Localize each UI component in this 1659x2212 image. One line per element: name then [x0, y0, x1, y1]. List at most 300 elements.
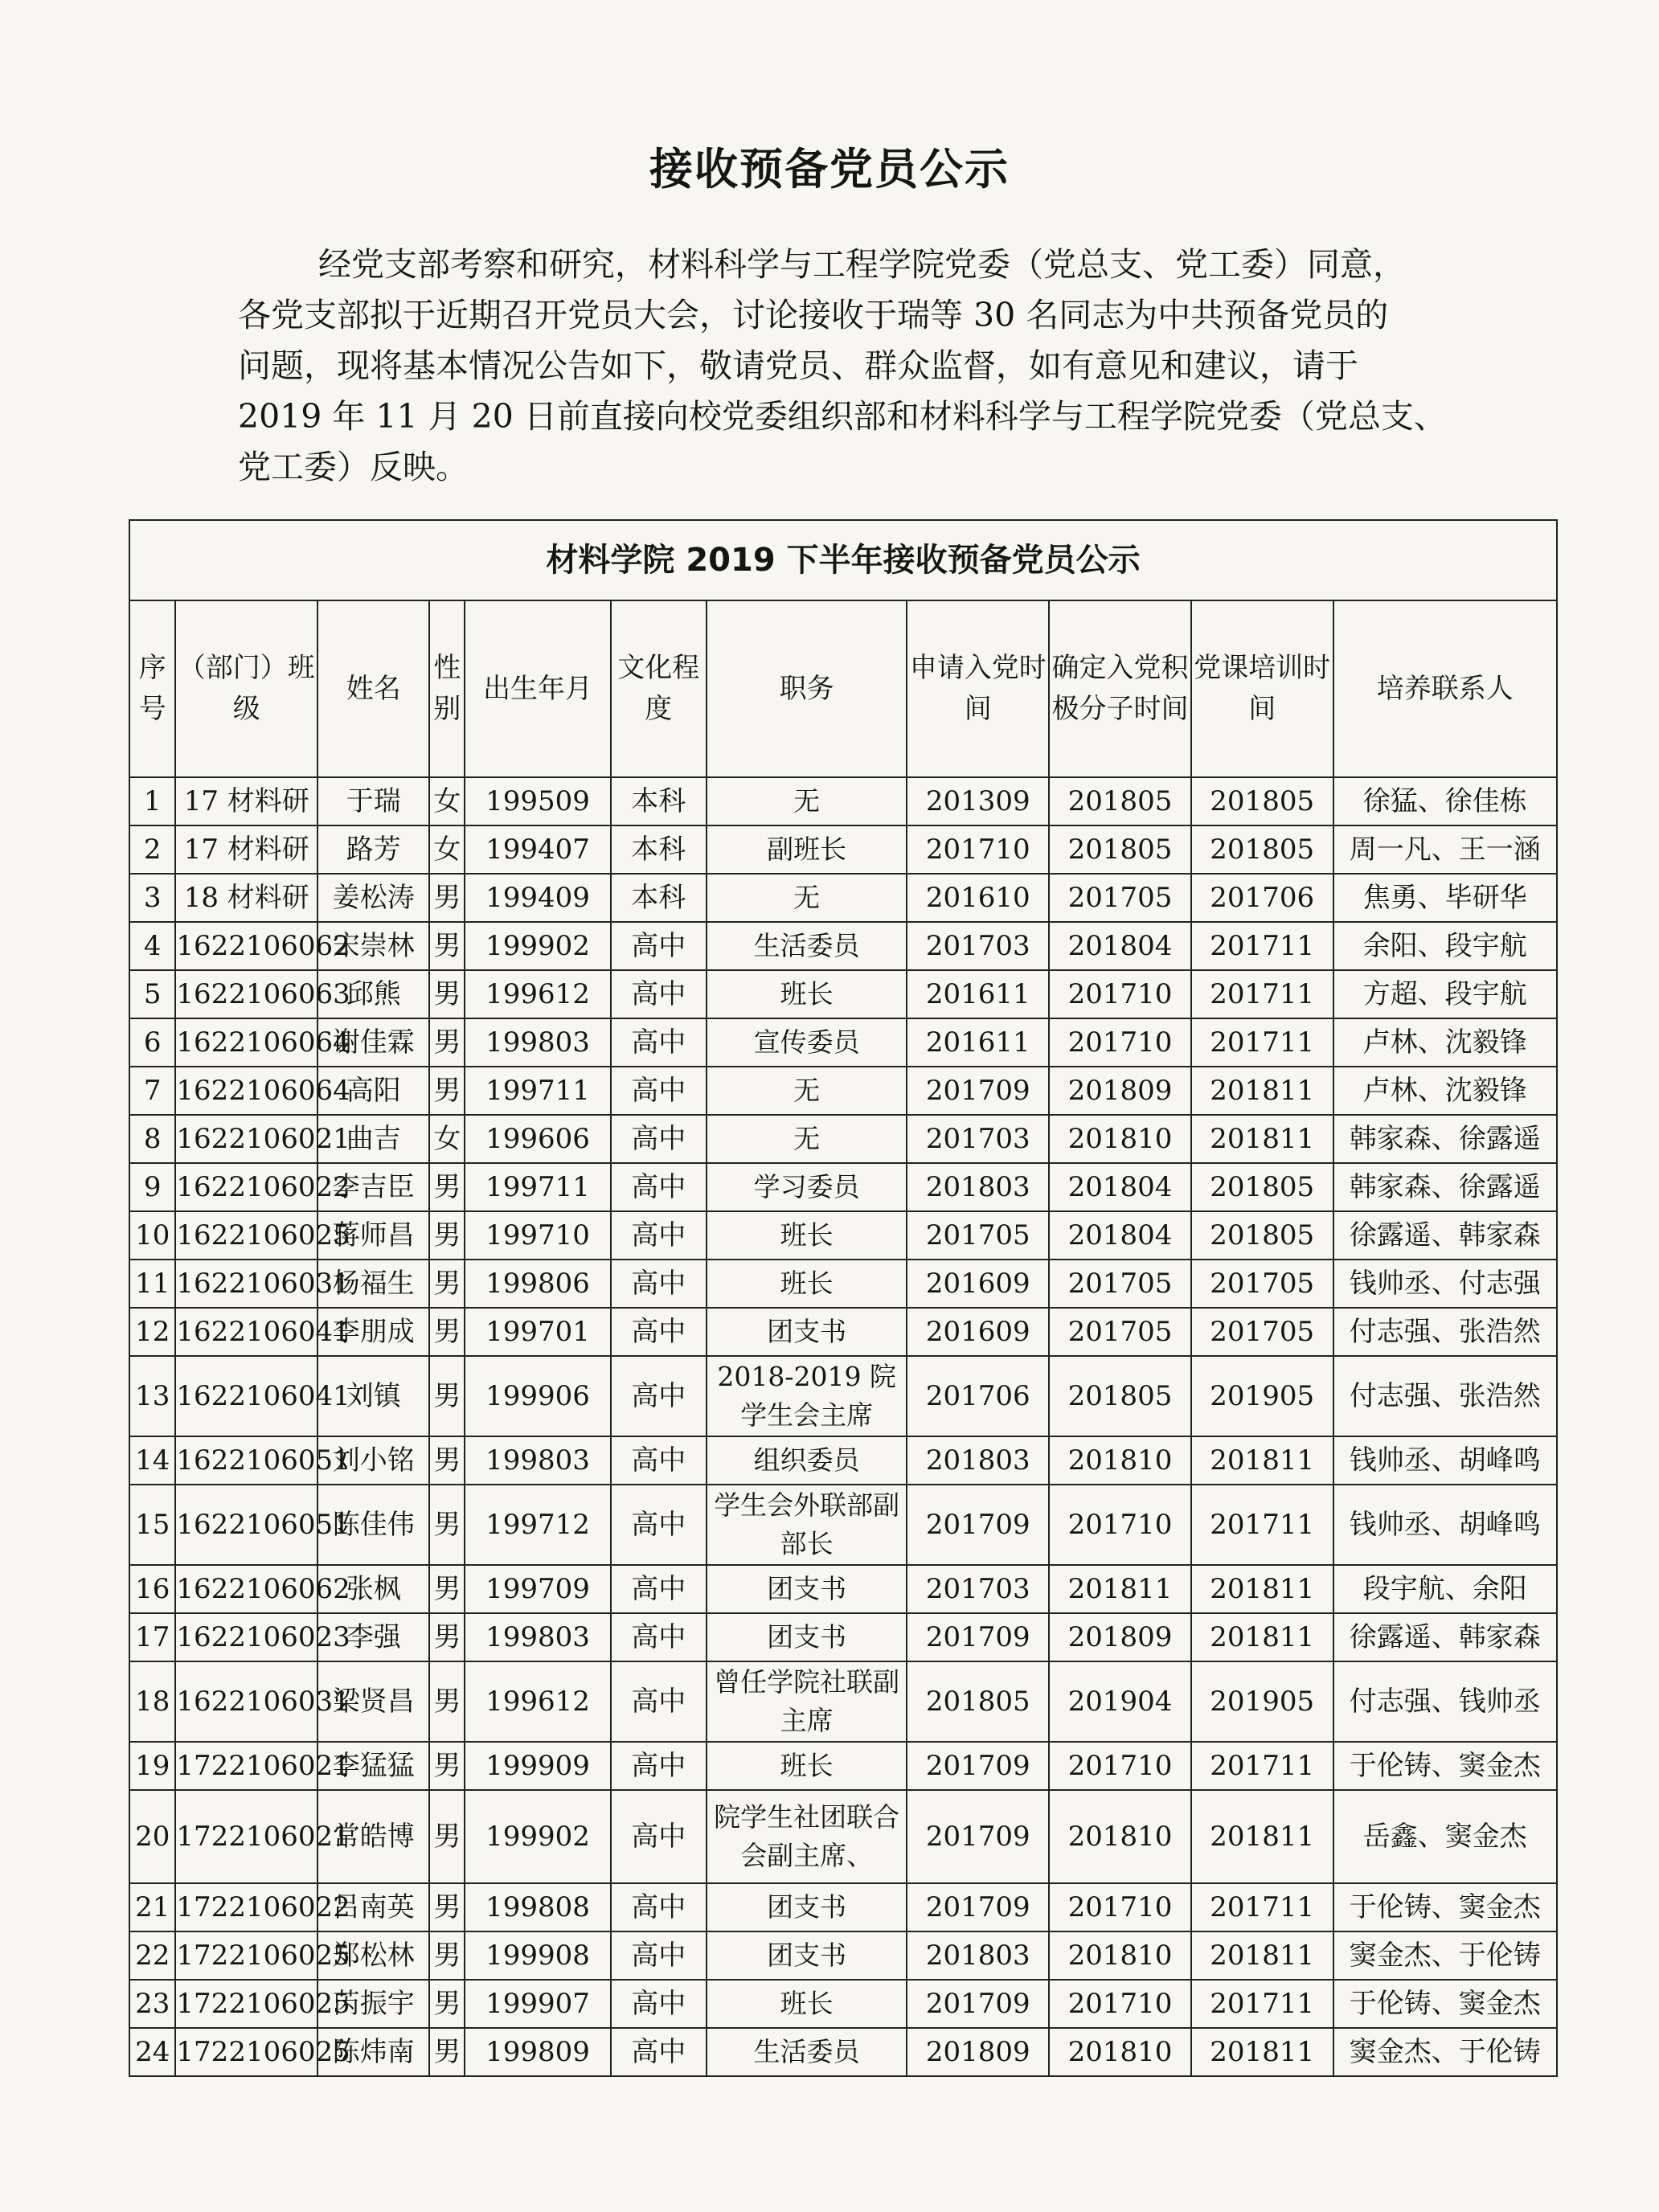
table-cell: 高阳 — [317, 1067, 429, 1115]
table-cell: 男 — [429, 1931, 465, 1980]
table-cell: 1722106025 — [175, 1980, 317, 2028]
table-row — [129, 1211, 1557, 1260]
table-cell: 于伦铸、窦金杰 — [1333, 1742, 1557, 1790]
column-header: 党课培训时间 — [1191, 600, 1333, 777]
column-header: （部门）班级 — [175, 600, 317, 777]
table-cell: 23 — [129, 1980, 175, 2028]
table-cell: 199809 — [465, 2028, 610, 2076]
table-cell: 班长 — [707, 1260, 907, 1308]
table-cell: 201810 — [1049, 2028, 1191, 2076]
table-cell: 201811 — [1191, 1067, 1333, 1115]
table-cell: 201809 — [1049, 1067, 1191, 1115]
table-cell: 199711 — [465, 1163, 610, 1211]
table-cell: 窦金杰、于伦铸 — [1333, 1931, 1557, 1980]
table-cell: 201705 — [1049, 1308, 1191, 1356]
table-cell: 201805 — [1049, 777, 1191, 825]
table-row — [129, 777, 1557, 825]
candidate-table-container — [129, 519, 1558, 2077]
table-cell: 201709 — [907, 1790, 1049, 1883]
table-cell: 高中 — [611, 1115, 707, 1163]
table-cell: 1622106031 — [175, 1260, 317, 1308]
table-cell: 男 — [429, 1356, 465, 1436]
table-cell: 201805 — [1191, 777, 1333, 825]
table-cell: 201709 — [907, 1883, 1049, 1931]
table-cell: 201805 — [1191, 1163, 1333, 1211]
table-cell: 201905 — [1191, 1661, 1333, 1742]
table-cell: 姜松涛 — [317, 874, 429, 922]
table-cell: 10 — [129, 1211, 175, 1260]
table-cell: 201811 — [1191, 2028, 1333, 2076]
table-cell: 卢林、沈毅锋 — [1333, 1067, 1557, 1115]
table-cell: 201809 — [1049, 1613, 1191, 1661]
table-cell: 付志强、张浩然 — [1333, 1356, 1557, 1436]
table-cell: 201811 — [1049, 1565, 1191, 1613]
table-cell: 201803 — [907, 1931, 1049, 1980]
table-cell: 男 — [429, 1980, 465, 2028]
table-cell: 21 — [129, 1883, 175, 1931]
table-cell: 于瑞 — [317, 777, 429, 825]
table-cell: 199803 — [465, 1436, 610, 1485]
table-cell: 钱帅丞、胡峰鸣 — [1333, 1436, 1557, 1485]
table-cell: 199407 — [465, 825, 610, 874]
table-cell: 吕南英 — [317, 1883, 429, 1931]
table-cell: 梁贤昌 — [317, 1661, 429, 1742]
table-cell: 8 — [129, 1115, 175, 1163]
table-cell: 199709 — [465, 1565, 610, 1613]
table-cell: 男 — [429, 1260, 465, 1308]
table-cell: 14 — [129, 1436, 175, 1485]
intro-line: 问题，现将基本情况公告如下，敬请党员、群众监督，如有意见和建议，请于 — [238, 346, 1358, 385]
table-cell: 1622106051 — [175, 1485, 317, 1565]
table-cell: 男 — [429, 970, 465, 1018]
table-cell: 余阳、段宇航 — [1333, 922, 1557, 970]
table-cell: 201810 — [1049, 1115, 1191, 1163]
table-cell: 201803 — [907, 1436, 1049, 1485]
table-cell: 199902 — [465, 922, 610, 970]
table-cell: 高中 — [611, 922, 707, 970]
table-cell: 张枫 — [317, 1565, 429, 1613]
table-cell: 201609 — [907, 1308, 1049, 1356]
table-cell: 学习委员 — [707, 1163, 907, 1211]
table-cell: 女 — [429, 777, 465, 825]
table-cell: 1622106051 — [175, 1436, 317, 1485]
table-cell: 高中 — [611, 1661, 707, 1742]
table-cell: 201709 — [907, 1067, 1049, 1115]
table-cell: 班长 — [707, 1742, 907, 1790]
table-cell: 201705 — [907, 1211, 1049, 1260]
table-cell: 男 — [429, 1661, 465, 1742]
table-cell: 18 — [129, 1661, 175, 1742]
table-cell: 无 — [707, 777, 907, 825]
table-cell: 201309 — [907, 777, 1049, 825]
table-cell: 1622106064 — [175, 1018, 317, 1067]
table-cell: 男 — [429, 922, 465, 970]
table-cell: 本科 — [611, 825, 707, 874]
table-cell: 201810 — [1049, 1436, 1191, 1485]
table-cell: 201811 — [1191, 1790, 1333, 1883]
table-row — [129, 1115, 1557, 1163]
intro-paragraph — [238, 240, 1460, 493]
table-body — [129, 777, 1557, 2076]
table-cell: 付志强、张浩然 — [1333, 1308, 1557, 1356]
table-cell: 高中 — [611, 1883, 707, 1931]
table-cell: 199612 — [465, 970, 610, 1018]
table-cell: 199908 — [465, 1931, 610, 1980]
table-row — [129, 1260, 1557, 1308]
table-cell: 团支书 — [707, 1308, 907, 1356]
table-cell: 1722106022 — [175, 1883, 317, 1931]
table-cell: 团支书 — [707, 1565, 907, 1613]
table-cell: 201710 — [1049, 1742, 1191, 1790]
table-cell: 1622106063 — [175, 970, 317, 1018]
table-cell: 李吉臣 — [317, 1163, 429, 1211]
table-cell: 宣传委员 — [707, 1018, 907, 1067]
page-title: 接收预备党员公示 — [649, 144, 1010, 195]
table-row — [129, 1883, 1557, 1931]
table-cell: 12 — [129, 1308, 175, 1356]
table-cell: 199409 — [465, 874, 610, 922]
table-cell: 1722106021 — [175, 1790, 317, 1883]
table-cell: 201810 — [1049, 1790, 1191, 1883]
table-cell: 男 — [429, 1485, 465, 1565]
table-cell: 20 — [129, 1790, 175, 1883]
table-header-row — [129, 600, 1557, 777]
table-cell: 院学生社团联合会副主席、 — [707, 1790, 907, 1883]
table-cell: 201805 — [1191, 1211, 1333, 1260]
table-cell: 组织委员 — [707, 1436, 907, 1485]
table-cell: 男 — [429, 2028, 465, 2076]
table-cell: 蒋师昌 — [317, 1211, 429, 1260]
table-cell: 201609 — [907, 1260, 1049, 1308]
table-cell: 男 — [429, 1018, 465, 1067]
table-cell: 李猛猛 — [317, 1742, 429, 1790]
table-cell: 199803 — [465, 1018, 610, 1067]
table-cell: 方超、段宇航 — [1333, 970, 1557, 1018]
table-row — [129, 2028, 1557, 2076]
table-cell: 201805 — [907, 1661, 1049, 1742]
table-cell: 199509 — [465, 777, 610, 825]
table-cell: 3 — [129, 874, 175, 922]
table-caption: 材料学院 2019 下半年接收预备党员公示 — [129, 520, 1557, 600]
table-cell: 高中 — [611, 1980, 707, 2028]
table-cell: 曾任学院社联副主席 — [707, 1661, 907, 1742]
table-cell: 女 — [429, 1115, 465, 1163]
table-cell: 199711 — [465, 1067, 610, 1115]
table-cell: 高中 — [611, 1613, 707, 1661]
table-cell: 201710 — [907, 825, 1049, 874]
table-cell: 201905 — [1191, 1356, 1333, 1436]
table-cell: 周一凡、王一涵 — [1333, 825, 1557, 874]
table-cell: 201711 — [1191, 1742, 1333, 1790]
table-cell: 201811 — [1191, 1436, 1333, 1485]
table-cell: 201703 — [907, 922, 1049, 970]
table-cell: 199808 — [465, 1883, 610, 1931]
table-cell: 1722106025 — [175, 1931, 317, 1980]
table-cell: 1622106031 — [175, 1661, 317, 1742]
table-cell: 201706 — [907, 1356, 1049, 1436]
table-cell: 19 — [129, 1742, 175, 1790]
table-cell: 男 — [429, 1742, 465, 1790]
table-cell: 陈炜南 — [317, 2028, 429, 2076]
table-cell: 201711 — [1191, 970, 1333, 1018]
column-header: 文化程度 — [611, 600, 707, 777]
table-cell: 副班长 — [707, 825, 907, 874]
table-cell: 201809 — [907, 2028, 1049, 2076]
table-cell: 男 — [429, 874, 465, 922]
table-cell: 201703 — [907, 1115, 1049, 1163]
table-cell: 201804 — [1049, 1163, 1191, 1211]
table-cell: 201705 — [1049, 874, 1191, 922]
table-cell: 201711 — [1191, 1485, 1333, 1565]
table-cell: 李强 — [317, 1613, 429, 1661]
table-cell: 199806 — [465, 1260, 610, 1308]
table-cell: 199606 — [465, 1115, 610, 1163]
table-cell: 1622106023 — [175, 1613, 317, 1661]
intro-line: 各党支部拟于近期召开党员大会，讨论接收于瑞等 30 名同志为中共预备党员的 — [238, 296, 1389, 334]
table-cell: 201805 — [1191, 825, 1333, 874]
table-cell: 团支书 — [707, 1883, 907, 1931]
table-cell: 1622106041 — [175, 1356, 317, 1436]
table-cell: 4 — [129, 922, 175, 970]
table-cell: 曲吉 — [317, 1115, 429, 1163]
table-cell: 团支书 — [707, 1613, 907, 1661]
table-cell: 本科 — [611, 874, 707, 922]
table-cell: 卢林、沈毅锋 — [1333, 1018, 1557, 1067]
table-cell: 17 — [129, 1613, 175, 1661]
table-cell: 199701 — [465, 1308, 610, 1356]
table-cell: 高中 — [611, 1067, 707, 1115]
table-cell: 201705 — [1191, 1260, 1333, 1308]
table-row — [129, 1018, 1557, 1067]
table-cell: 高中 — [611, 1211, 707, 1260]
table-cell: 高中 — [611, 1485, 707, 1565]
table-cell: 199712 — [465, 1485, 610, 1565]
table-cell: 高中 — [611, 1260, 707, 1308]
table-cell: 201811 — [1191, 1613, 1333, 1661]
table-cell: 2 — [129, 825, 175, 874]
table-cell: 李朋成 — [317, 1308, 429, 1356]
column-header: 职务 — [707, 600, 907, 777]
table-cell: 高中 — [611, 1565, 707, 1613]
table-cell: 生活委员 — [707, 2028, 907, 2076]
table-cell: 201711 — [1191, 922, 1333, 970]
column-header: 申请入党时间 — [907, 600, 1049, 777]
table-cell: 201709 — [907, 1742, 1049, 1790]
intro-line: 党工委）反映。 — [238, 448, 469, 486]
table-cell: 199612 — [465, 1661, 610, 1742]
table-cell: 201710 — [1049, 1485, 1191, 1565]
table-cell: 1622106025 — [175, 1211, 317, 1260]
table-cell: 16 — [129, 1565, 175, 1613]
table-row — [129, 825, 1557, 874]
table-cell: 22 — [129, 1931, 175, 1980]
table-cell: 201710 — [1049, 970, 1191, 1018]
table-cell: 于伦铸、窦金杰 — [1333, 1980, 1557, 2028]
table-cell: 高中 — [611, 1436, 707, 1485]
table-cell: 男 — [429, 1565, 465, 1613]
table-cell: 岳鑫、窦金杰 — [1333, 1790, 1557, 1883]
table-row — [129, 1980, 1557, 2028]
table-row — [129, 1308, 1557, 1356]
table-cell: 201611 — [907, 1018, 1049, 1067]
candidate-table — [129, 519, 1558, 2077]
table-cell: 生活委员 — [707, 922, 907, 970]
table-cell: 201709 — [907, 1980, 1049, 2028]
table-row — [129, 1356, 1557, 1436]
table-cell: 无 — [707, 1067, 907, 1115]
table-cell: 24 — [129, 2028, 175, 2076]
table-row — [129, 1163, 1557, 1211]
table-cell: 15 — [129, 1485, 175, 1565]
table-cell: 窦金杰、于伦铸 — [1333, 2028, 1557, 2076]
table-cell: 13 — [129, 1356, 175, 1436]
column-header: 姓名 — [317, 600, 429, 777]
table-cell: 本科 — [611, 777, 707, 825]
table-cell: 女 — [429, 825, 465, 874]
table-cell: 1722106025 — [175, 2028, 317, 2076]
table-row — [129, 874, 1557, 922]
table-cell: 199907 — [465, 1980, 610, 2028]
table-cell: 韩家森、徐露遥 — [1333, 1115, 1557, 1163]
table-cell: 1722106021 — [175, 1742, 317, 1790]
table-cell: 201803 — [907, 1163, 1049, 1211]
table-cell: 高中 — [611, 1308, 707, 1356]
table-cell: 段宇航、余阳 — [1333, 1565, 1557, 1613]
table-cell: 钱帅丞、胡峰鸣 — [1333, 1485, 1557, 1565]
table-cell: 199909 — [465, 1742, 610, 1790]
intro-line: 经党支部考察和研究，材料科学与工程学院党委（党总支、党工委）同意， — [318, 245, 1406, 284]
table-cell: 团支书 — [707, 1931, 907, 1980]
table-cell: 钱帅丞、付志强 — [1333, 1260, 1557, 1308]
table-cell: 徐露遥、韩家森 — [1333, 1211, 1557, 1260]
table-cell: 199906 — [465, 1356, 610, 1436]
table-cell: 201811 — [1191, 1115, 1333, 1163]
table-cell: 路芳 — [317, 825, 429, 874]
table-cell: 199803 — [465, 1613, 610, 1661]
table-cell: 男 — [429, 1067, 465, 1115]
table-cell: 1622106062 — [175, 1565, 317, 1613]
table-cell: 201703 — [907, 1565, 1049, 1613]
table-cell: 班长 — [707, 1211, 907, 1260]
table-cell: 班长 — [707, 1980, 907, 2028]
table-cell: 199710 — [465, 1211, 610, 1260]
column-header: 出生年月 — [465, 600, 610, 777]
table-cell: 学生会外联部副部长 — [707, 1485, 907, 1565]
table-cell: 201811 — [1191, 1565, 1333, 1613]
table-row — [129, 1613, 1557, 1661]
table-cell: 201804 — [1049, 922, 1191, 970]
table-cell: 201711 — [1191, 1883, 1333, 1931]
table-cell: 郑松林 — [317, 1931, 429, 1980]
table-cell: 男 — [429, 1790, 465, 1883]
table-row — [129, 1661, 1557, 1742]
table-cell: 201711 — [1191, 1980, 1333, 2028]
column-header: 性别 — [429, 600, 465, 777]
table-row — [129, 1931, 1557, 1980]
table-row — [129, 1067, 1557, 1115]
table-cell: 邱熊 — [317, 970, 429, 1018]
table-cell: 焦勇、毕研华 — [1333, 874, 1557, 922]
table-row — [129, 1485, 1557, 1565]
table-row — [129, 1742, 1557, 1790]
table-cell: 201805 — [1049, 1356, 1191, 1436]
table-cell: 谢佳霖 — [317, 1018, 429, 1067]
table-cell: 男 — [429, 1613, 465, 1661]
table-cell: 1622106064 — [175, 1067, 317, 1115]
table-cell: 高中 — [611, 1018, 707, 1067]
table-cell: 高中 — [611, 1742, 707, 1790]
table-cell: 201710 — [1049, 1018, 1191, 1067]
table-cell: 男 — [429, 1883, 465, 1931]
table-cell: 班长 — [707, 970, 907, 1018]
table-cell: 201710 — [1049, 1883, 1191, 1931]
table-cell: 201805 — [1049, 825, 1191, 874]
table-cell: 11 — [129, 1260, 175, 1308]
table-cell: 199902 — [465, 1790, 610, 1883]
table-cell: 201610 — [907, 874, 1049, 922]
table-cell: 高中 — [611, 970, 707, 1018]
column-header: 序号 — [129, 600, 175, 777]
table-cell: 201810 — [1049, 1931, 1191, 1980]
table-cell: 高中 — [611, 1163, 707, 1211]
table-cell: 宋崇林 — [317, 922, 429, 970]
table-row — [129, 1436, 1557, 1485]
table-cell: 付志强、钱帅丞 — [1333, 1661, 1557, 1742]
intro-line: 2019 年 11 月 20 日前直接向校党委组织部和材料科学与工程学院党委（党总支、 — [238, 397, 1447, 436]
table-cell: 201711 — [1191, 1018, 1333, 1067]
table-cell: 男 — [429, 1308, 465, 1356]
table-cell: 1622106041 — [175, 1308, 317, 1356]
table-cell: 陈佳伟 — [317, 1485, 429, 1565]
table-cell: 徐露遥、韩家森 — [1333, 1613, 1557, 1661]
table-cell: 2018-2019 院学生会主席 — [707, 1356, 907, 1436]
table-cell: 无 — [707, 1115, 907, 1163]
table-cell: 1 — [129, 777, 175, 825]
table-cell: 男 — [429, 1436, 465, 1485]
table-cell: 7 — [129, 1067, 175, 1115]
table-cell: 高中 — [611, 2028, 707, 2076]
table-cell: 201611 — [907, 970, 1049, 1018]
table-cell: 5 — [129, 970, 175, 1018]
table-cell: 201709 — [907, 1613, 1049, 1661]
table-cell: 1622106062 — [175, 922, 317, 970]
table-cell: 常皓博 — [317, 1790, 429, 1883]
table-cell: 201804 — [1049, 1211, 1191, 1260]
table-cell: 高中 — [611, 1356, 707, 1436]
table-row — [129, 922, 1557, 970]
table-cell: 201706 — [1191, 874, 1333, 922]
table-cell: 17 材料研 — [175, 825, 317, 874]
table-cell: 201811 — [1191, 1931, 1333, 1980]
table-cell: 9 — [129, 1163, 175, 1211]
table-cell: 高中 — [611, 1931, 707, 1980]
table-cell: 18 材料研 — [175, 874, 317, 922]
table-cell: 高中 — [611, 1790, 707, 1883]
table-cell: 韩家森、徐露遥 — [1333, 1163, 1557, 1211]
table-cell: 刘镇 — [317, 1356, 429, 1436]
table-cell: 1622106021 — [175, 1115, 317, 1163]
table-row — [129, 970, 1557, 1018]
table-cell: 1622106022 — [175, 1163, 317, 1211]
table-cell: 于伦铸、窦金杰 — [1333, 1883, 1557, 1931]
table-cell: 徐猛、徐佳栋 — [1333, 777, 1557, 825]
table-cell: 6 — [129, 1018, 175, 1067]
table-cell: 201705 — [1191, 1308, 1333, 1356]
table-cell: 男 — [429, 1211, 465, 1260]
table-cell: 杨福生 — [317, 1260, 429, 1308]
table-cell: 17 材料研 — [175, 777, 317, 825]
table-cell: 201710 — [1049, 1980, 1191, 2028]
